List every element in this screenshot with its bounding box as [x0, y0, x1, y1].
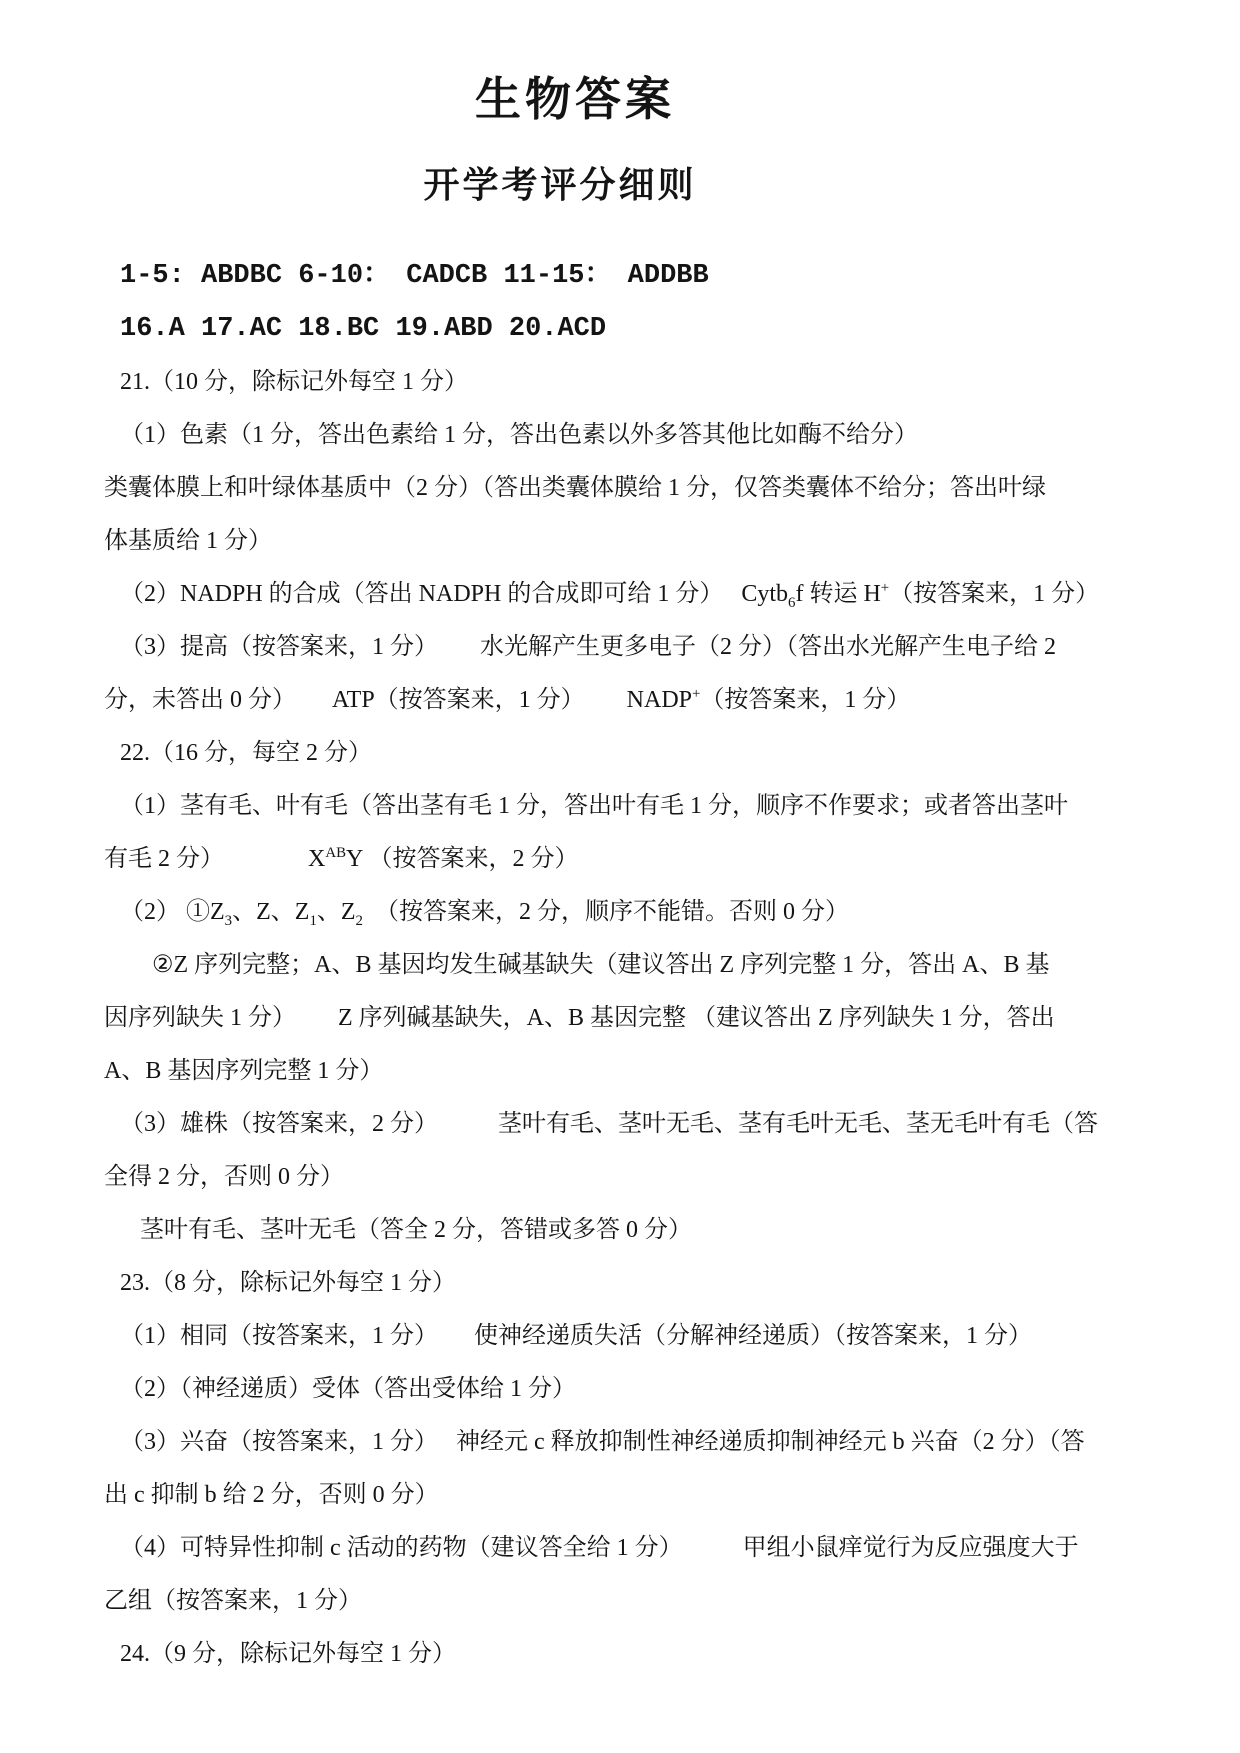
document-lines — [0, 250, 1240, 1681]
text-segment: 类囊体膜上和叶绿体基质中（2 分）（答出类囊体膜给 1 分，仅答类囊体不给分；答出叶绿 — [104, 475, 1046, 501]
text-line — [104, 727, 1200, 780]
text-line — [104, 250, 1200, 303]
text-segment: （2）NADPH 的合成（答出 NADPH 的合成即可给 1 分） Cytb — [120, 581, 789, 607]
text-line — [104, 1257, 1200, 1310]
text-line — [104, 621, 1200, 674]
text-segment: （3）兴奋（按答案来，1 分） 神经元 c 释放抑制性神经递质抑制神经元 b 兴奋（2 分）（答 — [120, 1429, 1085, 1455]
sub-text: 3 — [224, 912, 233, 929]
text-segment: A、B 基因序列完整 1 分） — [104, 1058, 384, 1084]
text-segment: 有毛 2 分） X — [104, 846, 326, 872]
text-line — [104, 1151, 1200, 1204]
text-line — [104, 1204, 1200, 1257]
text-segment: 体基质给 1 分） — [104, 528, 272, 554]
text-line — [104, 1469, 1200, 1522]
text-segment: （2）（神经递质）受体（答出受体给 1 分） — [120, 1376, 576, 1402]
text-segment: 1-5: ABDBC 6-10： CADCB 11-15： ADDBB — [120, 261, 709, 291]
text-line — [104, 1416, 1200, 1469]
text-segment: 16.A 17.AC 18.BC 19.ABD 20.ACD — [120, 314, 607, 344]
text-segment: 24.（9 分，除标记外每空 1 分） — [120, 1641, 456, 1667]
text-segment: ②Z 序列完整；A、B 基因均发生碱基缺失（建议答出 Z 序列完整 1 分，答出 A、B 基 — [152, 952, 1050, 978]
text-segment: 乙组（按答案来，1 分） — [104, 1588, 362, 1614]
text-segment: （1）色素（1 分，答出色素给 1 分，答出色素以外多答其他比如酶不给分） — [120, 422, 918, 448]
text-line — [104, 886, 1200, 939]
text-segment: 、Z、Z — [232, 899, 310, 925]
text-segment: （按答案来，1 分） — [700, 687, 911, 713]
text-line — [104, 939, 1200, 992]
sub-text: 6 — [788, 594, 796, 611]
text-segment: 茎叶有毛、茎叶无毛（答全 2 分，答错或多答 0 分） — [140, 1217, 692, 1243]
text-line — [104, 1363, 1200, 1416]
text-segment: （4）可特异性抑制 c 活动的药物（建议答全给 1 分） 甲组小鼠痒觉行为反应强度大于 — [120, 1535, 1079, 1561]
sub-text: 1 — [309, 912, 317, 929]
text-line — [104, 674, 1200, 727]
text-segment: 出 c 抑制 b 给 2 分，否则 0 分） — [104, 1482, 439, 1508]
sup-text: AB — [325, 845, 347, 861]
text-line — [104, 833, 1200, 886]
text-segment: （3）雄株（按答案来，2 分） 茎叶有毛、茎叶无毛、茎有毛叶无毛、茎无毛叶有毛（答 — [120, 1111, 1098, 1137]
text-segment: 分，未答出 0 分） ATP（按答案来，1 分） NADP — [104, 687, 693, 713]
text-segment: （3）提高（按答案来，1 分） 水光解产生更多电子（2 分）（答出水光解产生电子给 2 — [120, 634, 1056, 660]
text-line — [104, 780, 1200, 833]
text-segment: （按答案来，2 分，顺序不能错。否则 0 分） — [362, 899, 849, 925]
text-line — [104, 1522, 1200, 1575]
text-line — [104, 462, 1200, 515]
text-segment: （按答案来，1 分） — [889, 581, 1100, 607]
text-segment: （1）相同（按答案来，1 分） 使神经递质失活（分解神经递质）（按答案来，1 分） — [120, 1323, 1032, 1349]
text-line — [104, 303, 1200, 356]
text-line — [104, 1045, 1200, 1098]
sub-text: 2 — [355, 912, 363, 929]
text-segment: 22.（16 分，每空 2 分） — [120, 740, 372, 766]
text-segment: （1）茎有毛、叶有毛（答出茎有毛 1 分，答出叶有毛 1 分，顺序不作要求；或者答出茎叶 — [120, 793, 1068, 819]
text-segment: （2） ①Z — [120, 899, 225, 925]
text-line — [104, 568, 1200, 621]
sup-text: + — [692, 686, 701, 702]
text-line — [104, 356, 1200, 409]
sup-text: + — [880, 580, 890, 596]
page-subtitle: 开学考评分细则 — [423, 165, 697, 205]
text-segment: 、Z — [316, 899, 356, 925]
text-line — [104, 1310, 1200, 1363]
text-segment: 全得 2 分，否则 0 分） — [104, 1164, 344, 1190]
text-line — [104, 992, 1200, 1045]
text-segment: Y （按答案来，2 分） — [346, 846, 579, 872]
text-line — [104, 515, 1200, 568]
text-segment: f 转运 H — [795, 581, 881, 607]
text-segment: 21.（10 分，除标记外每空 1 分） — [120, 369, 468, 395]
page-title: 生物答案 — [475, 72, 675, 126]
text-segment: 因序列缺失 1 分） Z 序列碱基缺失，A、B 基因完整 （建议答出 Z 序列缺失 1 分，答出 — [104, 1005, 1055, 1031]
text-line — [104, 1628, 1200, 1681]
text-segment: 23.（8 分，除标记外每空 1 分） — [120, 1270, 456, 1296]
text-line — [104, 409, 1200, 462]
text-line — [104, 1575, 1200, 1628]
text-line — [104, 1098, 1200, 1151]
